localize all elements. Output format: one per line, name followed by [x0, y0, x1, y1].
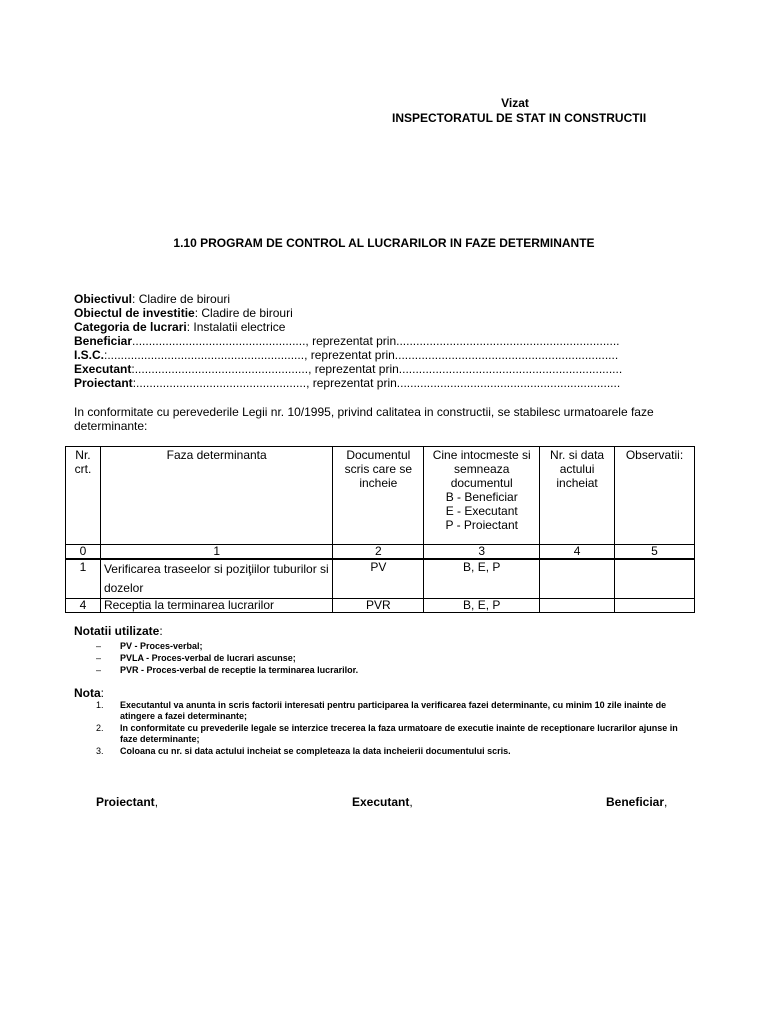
party-dots: :....................................................	[131, 362, 309, 376]
table-cell: 1	[100, 545, 332, 560]
table-cell: 4	[66, 599, 101, 613]
col-header-cine	[424, 447, 540, 545]
table-row	[66, 599, 695, 613]
party-dots: :...................................................	[132, 376, 307, 390]
role-beneficiar: B - Beneficiar	[445, 490, 518, 504]
role-proiectant: P - Proiectant	[445, 518, 518, 532]
info-label: Categoria de lucrari	[74, 320, 187, 334]
table-cell: PVR	[333, 599, 424, 613]
signature-label: Beneficiar	[606, 795, 665, 809]
list-item	[96, 746, 696, 757]
party-dots: :...........................................................	[104, 348, 305, 362]
note-text: Coloana cu nr. si data actului incheiat se completeaza la data incheierii documentului scris.	[120, 746, 511, 756]
party-represented: , reprezentat prin	[304, 348, 395, 362]
info-value: Cladire de birouri	[201, 306, 293, 320]
info-value: Instalatii electrice	[193, 320, 286, 334]
role-executant: E - Executant	[445, 504, 518, 518]
party-dots: ...................................................................	[398, 362, 623, 376]
list-item	[96, 723, 696, 745]
party-isc	[74, 348, 618, 362]
table-cell	[540, 599, 615, 613]
col-header-act: Nr. si data actului incheiat	[540, 447, 615, 545]
notes-list	[96, 700, 696, 758]
note-number: 1.	[96, 700, 104, 710]
col-header-cine-text: Cine intocmeste si semneaza documentul	[432, 448, 531, 490]
table-cell: 4	[540, 545, 615, 560]
signature-label: Executant	[352, 795, 410, 809]
col-header-observatii: Observatii:	[615, 447, 695, 545]
note-heading: Nota:	[74, 686, 105, 700]
party-represented: , reprezentat prin	[308, 362, 399, 376]
list-item	[96, 700, 696, 722]
table-cell: 0	[66, 545, 101, 560]
party-label: Beneficiar	[74, 334, 133, 348]
table-cell: 5	[615, 545, 695, 560]
party-represented: , reprezentat prin	[306, 376, 397, 390]
authority-name: INSPECTORATUL DE STAT IN CONSTRUCTII	[392, 111, 647, 125]
table-cell: B, E, P	[424, 559, 540, 599]
table-cell: Receptia la terminarea lucrarilor	[100, 599, 332, 613]
table-cell: PV	[333, 559, 424, 599]
info-objective: Obiectivul: Cladire de birouri	[74, 292, 231, 306]
vizat-label: Vizat	[501, 96, 529, 110]
info-label: Obiectivul	[74, 292, 133, 306]
col-header-nr: Nr. crt.	[66, 447, 101, 545]
table-header-row	[66, 447, 695, 545]
note-title: Nota	[74, 686, 101, 700]
party-executant	[74, 362, 622, 376]
table-index-row	[66, 545, 695, 560]
party-proiectant	[74, 376, 620, 390]
table-cell: 2	[333, 545, 424, 560]
intro-paragraph: In conformitate cu perevederile Legii nr. 10/1995, privind calitatea in constructii, se stabilesc urmatoarele faze determinante:	[74, 405, 654, 433]
table-cell: 1	[66, 559, 101, 599]
notation-text: PVR - Proces-verbal de receptie la terminarea lucrarilor.	[120, 665, 359, 675]
list-item: – PVR - Proces-verbal de receptie la terminarea lucrarilor.	[96, 665, 359, 675]
signature-proiectant: Proiectant,	[96, 795, 159, 809]
signature-executant: Executant,	[352, 795, 413, 809]
notation-text: PV - Proces-verbal;	[120, 641, 203, 651]
info-label: Obiectul de investitie	[74, 306, 195, 320]
note-text: Executantul va anunta in scris factorii interesati pentru participarea la verificarea fazei determinante, cu minim 10 zile inainte de atingere a fazei determinante;	[120, 700, 667, 721]
note-text: In conformitate cu prevederile legale se interzice trecerea la faza urmatoare de executie inainte de receptionare lucrarilor ajunse in faze determinante;	[120, 723, 678, 744]
document-title: 1.10 PROGRAM DE CONTROL AL LUCRARILOR IN FAZE DETERMINANTE	[173, 236, 595, 250]
signature-beneficiar: Beneficiar,	[606, 795, 668, 809]
note-number: 3.	[96, 746, 104, 756]
info-category: Categoria de lucrari: Instalatii electrice	[74, 320, 286, 334]
col-header-document: Documentul scris care se incheie	[333, 447, 424, 545]
notation-text: PVLA - Proces-verbal de lucrari ascunse;	[120, 653, 296, 663]
table-cell	[615, 559, 695, 599]
determinant-phases-table	[65, 446, 695, 613]
info-value: Cladire de birouri	[138, 292, 231, 306]
table-cell: B, E, P	[424, 599, 540, 613]
party-label: I.S.C.	[74, 348, 105, 362]
list-item: – PVLA - Proces-verbal de lucrari ascunse;	[96, 653, 296, 663]
list-item: – PV - Proces-verbal;	[96, 641, 203, 651]
signature-label: Proiectant	[96, 795, 155, 809]
party-beneficiar	[74, 334, 620, 348]
party-dots: ....................................................	[132, 334, 306, 348]
party-dots: ...................................................................	[396, 376, 621, 390]
party-dots: ...................................................................	[396, 334, 620, 348]
notations-title: Notatii utilizate	[74, 624, 160, 638]
col-header-faza: Faza determinanta	[100, 447, 332, 545]
party-dots: ...................................................................	[394, 348, 619, 362]
notations-list	[96, 640, 358, 676]
table-cell: Verificarea traseelor si poziţiilor tuburilor si dozelor	[100, 559, 332, 599]
info-investment: Obiectul de investitie: Cladire de birouri	[74, 306, 293, 320]
notations-heading: Notatii utilizate:	[74, 624, 163, 638]
party-label: Proiectant	[74, 376, 133, 390]
note-number: 2.	[96, 723, 104, 733]
table-row	[66, 559, 695, 599]
party-label: Executant	[74, 362, 132, 376]
party-represented: , reprezentat prin	[305, 334, 397, 348]
table-cell	[615, 599, 695, 613]
table-cell	[540, 559, 615, 599]
table-cell: 3	[424, 545, 540, 560]
